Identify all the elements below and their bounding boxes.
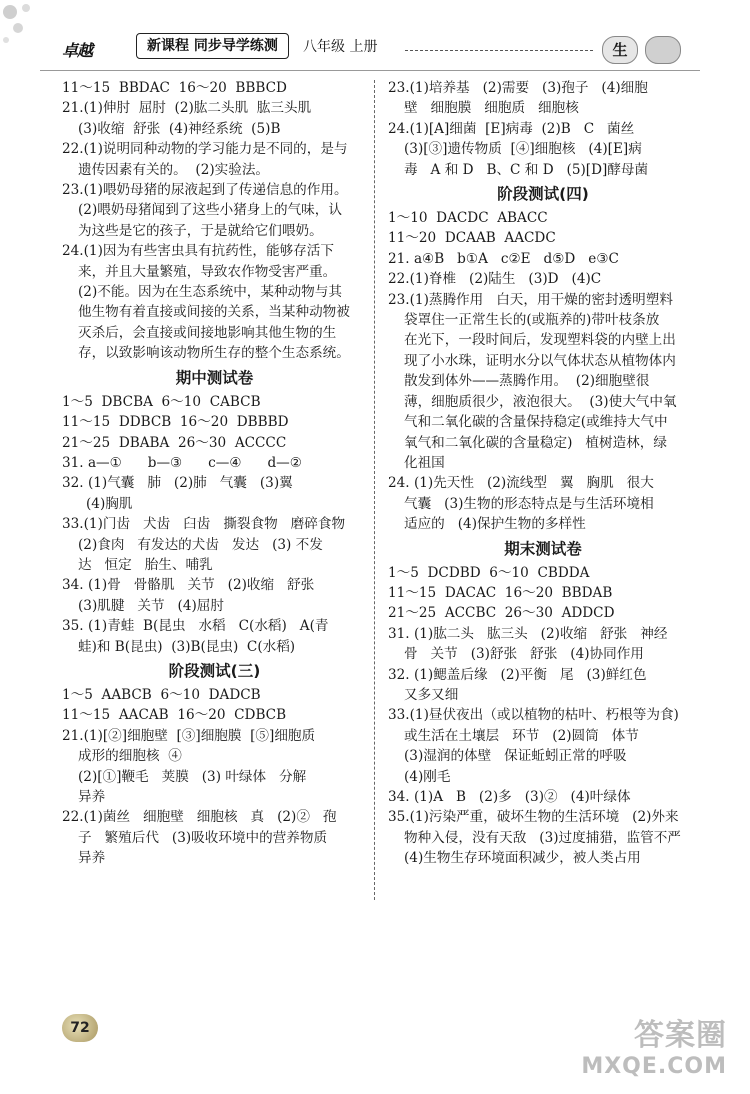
answer-line: 散发到体外——蒸腾作用。 (2)细胞壁很 — [404, 373, 650, 390]
watermark-logo-text: 答案圈 — [634, 1018, 727, 1053]
answer-line: 11～20 DCAAB AACDC — [388, 230, 556, 247]
answer-line: 11～15 AACAB 16～20 CDBCB — [62, 707, 287, 724]
answer-line: 1～5 DCDBD 6～10 CBDDA — [388, 564, 590, 581]
answer-line: 气囊 (3)生物的形态特点是与生活环境相 — [404, 495, 654, 512]
answer-line: (3)肌腱 关节 (4)屈肘 — [78, 597, 224, 614]
answer-line: 34. (1)骨 骨骼肌 关节 (2)收缩 舒张 — [62, 577, 315, 594]
section-heading: 阶段测试(三) — [168, 661, 261, 680]
answer-line: 23.(1)喂奶母猪的尿液起到了传递信息的作用。 — [62, 182, 348, 199]
answer-line: 21. a④B b①A c②E d⑤D e③C — [388, 250, 619, 267]
answer-column-left — [62, 78, 367, 869]
subject-badge-decoration — [645, 36, 681, 64]
header-rule — [40, 70, 700, 71]
page-number: 72 — [62, 1014, 98, 1042]
subject-badge: 生 — [602, 36, 638, 64]
brand-logo: 卓越 — [62, 41, 93, 60]
answer-line: 32. (1)气囊 肺 (2)肺 气囊 (3)翼 — [62, 475, 293, 492]
answer-line: 22.(1)菌丝 细胞壁 细胞核 真 (2)② 孢 — [62, 809, 337, 826]
answer-line: 异养 — [78, 850, 106, 867]
answer-line: 23.(1)培养基 (2)需要 (3)孢子 (4)细胞 — [388, 80, 648, 96]
answer-line: 袋罩住一正常生长的(或瓶养的)带叶枝条放 — [404, 312, 660, 329]
answer-line: 灭杀后，会直接或间接地影响其他生物的生 — [78, 324, 337, 341]
answer-line: 11～15 BBDAC 16～20 BBBCD — [62, 80, 287, 96]
answer-line: 异养 — [78, 789, 106, 805]
answer-line: 1～10 DACDC ABACC — [388, 210, 548, 227]
answer-line: 来，并且大量繁殖，导致农作物受害严重。 — [78, 263, 337, 280]
answer-line: (4)刚毛 — [404, 768, 451, 785]
answer-line: 存，以致影响该动物所生存的整个生态系统。 — [78, 345, 350, 362]
answer-line: (2)[①]鞭毛 荚膜 (3) 叶绿体 分解 — [78, 768, 307, 785]
grade-label: 八年级 上册 — [303, 39, 378, 55]
answer-line: 21～25 ACCBC 26～30 ADDCD — [388, 605, 615, 622]
answer-line: 或生活在土壤层 环节 (2)圆筒 体节 — [404, 727, 639, 744]
answer-line: (4)生物生存环境面积减少，被人类占用 — [404, 850, 641, 867]
answer-line: 11～15 DDBCB 16～20 DBBBD — [62, 414, 289, 431]
answer-line: (3)湿润的体壁 保证蚯蚓正常的呼吸 — [404, 748, 627, 765]
answer-line: 物种入侵，没有天敌 (3)过度捕猎，监管不严 — [404, 829, 681, 846]
answer-line: 22.(1)脊椎 (2)陆生 (3)D (4)C — [388, 271, 602, 288]
section-heading: 期末测试卷 — [504, 539, 582, 558]
header-dashed-line — [405, 50, 593, 51]
answer-line: 21.(1)伸肘 屈肘 (2)肱二头肌 肱三头肌 — [62, 100, 312, 117]
answer-line: 24.(1)[A]细菌 [E]病毒 (2)B C 菌丝 — [388, 120, 635, 137]
watermark-url: MXQE.COM — [581, 1054, 727, 1079]
answer-line: 现了小水珠，证明水分以气体状态从植物体内 — [404, 352, 676, 369]
page-header — [0, 0, 750, 80]
answer-line: 23.(1)蒸腾作用 白天，用干燥的密封透明塑料 — [388, 291, 673, 308]
answer-line: 遗传因素有关的。 (2)实验法。 — [78, 161, 270, 178]
answer-line: 氧气和二氧化碳的含量稳定) 植树造林，绿 — [404, 434, 667, 451]
answer-line: 33.(1)昼伏夜出（或以植物的枯叶、朽根等为食) — [388, 707, 679, 724]
answer-line: 31. (1)肱二头 肱三头 (2)收缩 舒张 神经 — [388, 625, 668, 642]
answer-line: 又多又细 — [404, 686, 459, 703]
answer-line: 气和二氧化碳的含量保持稳定(或维持大气中 — [404, 414, 668, 431]
answer-line: 1～5 AABCB 6～10 DADCB — [62, 686, 261, 703]
answer-line: 他生物有着直接或间接的关系，当某种动物被 — [78, 304, 350, 321]
answer-line: (2)食肉 有发达的犬齿 发达 (3) 不发 — [78, 536, 323, 553]
answer-line: 35.(1)污染严重，破坏生物的生活环境 (2)外来 — [388, 809, 679, 826]
answer-line: 适应的 (4)保护生物的多样性 — [404, 516, 586, 533]
answer-line: 21～25 DBABA 26～30 ACCCC — [62, 434, 287, 451]
answer-line: 在光下，一段时间后，发现塑料袋的内壁上出 — [404, 332, 676, 349]
answer-line: (2)喂奶母猪闻到了这些小猪身上的气味，认 — [78, 202, 342, 219]
answer-line: 成形的细胞核 ④ — [78, 748, 182, 765]
series-title: 新课程 同步导学练测 — [136, 33, 289, 59]
watermark — [581, 1010, 735, 1085]
column-divider — [374, 80, 375, 900]
answer-line: 24. (1)先天性 (2)流线型 翼 胸肌 很大 — [388, 475, 654, 492]
answer-line: 32. (1)鳃盖后缘 (2)平衡 尾 (3)鲜红色 — [388, 666, 647, 683]
answer-line: (3)收缩 舒张 (4)神经系统 (5)B — [78, 120, 281, 137]
answer-line: 子 繁殖后代 (3)吸收环境中的营养物质 — [78, 829, 328, 846]
answer-line: 33.(1)门齿 犬齿 臼齿 撕裂食物 磨碎食物 — [62, 516, 346, 533]
answer-line: 24.(1)因为有些害虫具有抗药性，能够存活下 — [62, 243, 334, 260]
answer-line: 薄，细胞质很少，液泡很大。 (3)使大气中氧 — [404, 393, 677, 410]
answer-line: 壁 细胞膜 细胞质 细胞核 — [404, 100, 579, 117]
answer-line: 11～15 DACAC 16～20 BBDAB — [388, 584, 613, 601]
answer-line: (4)胸肌 — [86, 495, 133, 512]
answer-line: 34. (1)A B (2)多 (3)② (4)叶绿体 — [388, 789, 631, 805]
answer-line: 达 恒定 胎生、哺乳 — [78, 556, 213, 573]
answer-line: 31. a—① b—③ c—④ d—② — [62, 454, 302, 471]
answer-line: 22.(1)说明同种动物的学习能力是不同的，是与 — [62, 141, 348, 158]
answer-line: 1～5 DBCBA 6～10 CABCB — [62, 393, 261, 410]
answer-line: 蛙)和 B(昆虫) (3)B(昆虫) C(水稻) — [78, 638, 296, 655]
section-heading: 期中测试卷 — [175, 368, 254, 387]
section-heading: 阶段测试(四) — [497, 185, 589, 204]
answer-line: 为这些是它的孩子，于是就给它们喂奶。 — [78, 222, 323, 239]
answer-line: 骨 关节 (3)舒张 舒张 (4)协同作用 — [404, 646, 644, 663]
answer-line: 毒 A 和 D B、C 和 D (5)[D]酵母菌 — [404, 161, 649, 178]
answer-line: 化祖国 — [404, 454, 445, 471]
answer-line: 21.(1)[②]细胞壁 [③]细胞膜 [⑤]细胞质 — [62, 727, 316, 744]
answer-line: (2)不能。因为在生态系统中，某种动物与其 — [78, 284, 342, 301]
answer-line: 35. (1)青蛙 B(昆虫 水稻 C(水稻) A(青 — [62, 618, 329, 635]
answer-column-right — [388, 78, 698, 869]
answer-line: (3)[③]遗传物质 [④]细胞核 (4)[E]病 — [404, 141, 642, 158]
